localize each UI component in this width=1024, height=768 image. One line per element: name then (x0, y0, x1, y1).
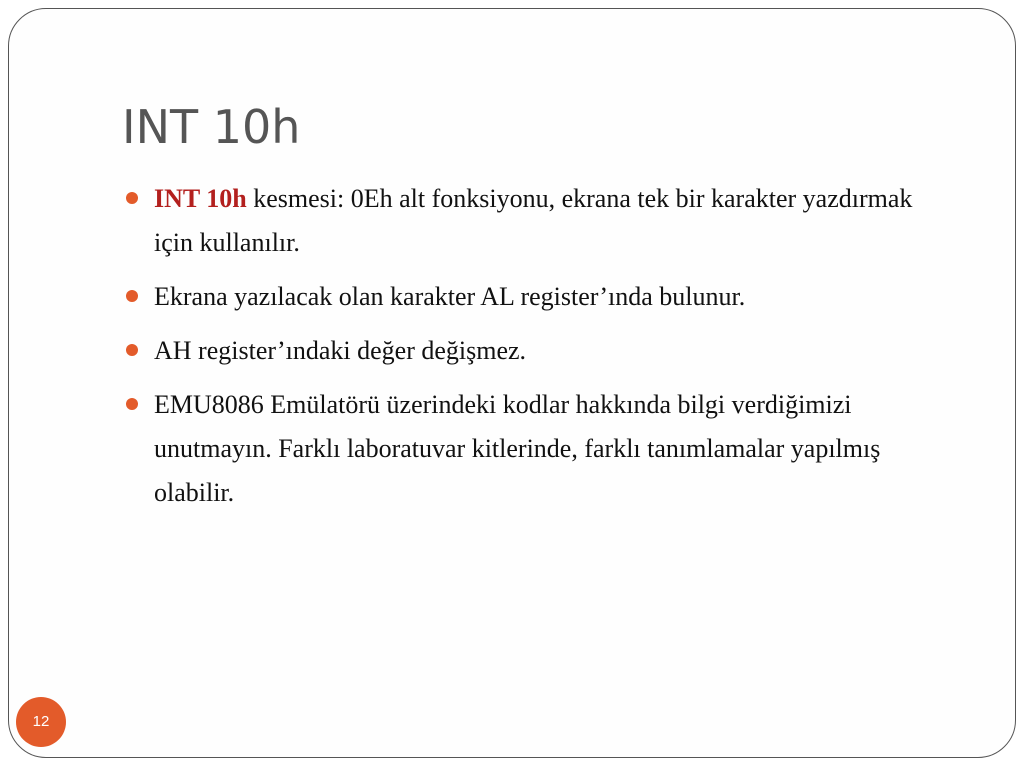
bullet-keyword: INT 10h (154, 184, 247, 213)
bullet-list (126, 177, 946, 525)
bullet-item-4 (126, 383, 946, 515)
slide-title: INT 10h (122, 100, 301, 154)
bullet-item-3 (126, 329, 946, 373)
bullet-text: AH register’ındaki değer değişmez. (154, 336, 527, 365)
bullet-text: EMU8086 Emülatörü üzerindeki kodlar hakkında bilgi verdiğimizi unutmayın. Farklı laboratuvar kitlerinde, farklı tanımlamalar yapılmış olabilir. (154, 390, 881, 507)
bullet-dot-icon (126, 398, 138, 410)
slide-number-badge: 12 (16, 697, 66, 747)
bullet-text: Ekrana yazılacak olan karakter AL register’ında bulunur. (154, 282, 746, 311)
bullet-dot-icon (126, 344, 138, 356)
bullet-item-1 (126, 177, 946, 265)
bullet-dot-icon (126, 192, 138, 204)
bullet-dot-icon (126, 290, 138, 302)
slide-frame (8, 8, 1016, 758)
bullet-item-2 (126, 275, 946, 319)
bullet-text: kesmesi: 0Eh alt fonksiyonu, ekrana tek bir karakter yazdırmak için kullanılır. (154, 184, 913, 257)
